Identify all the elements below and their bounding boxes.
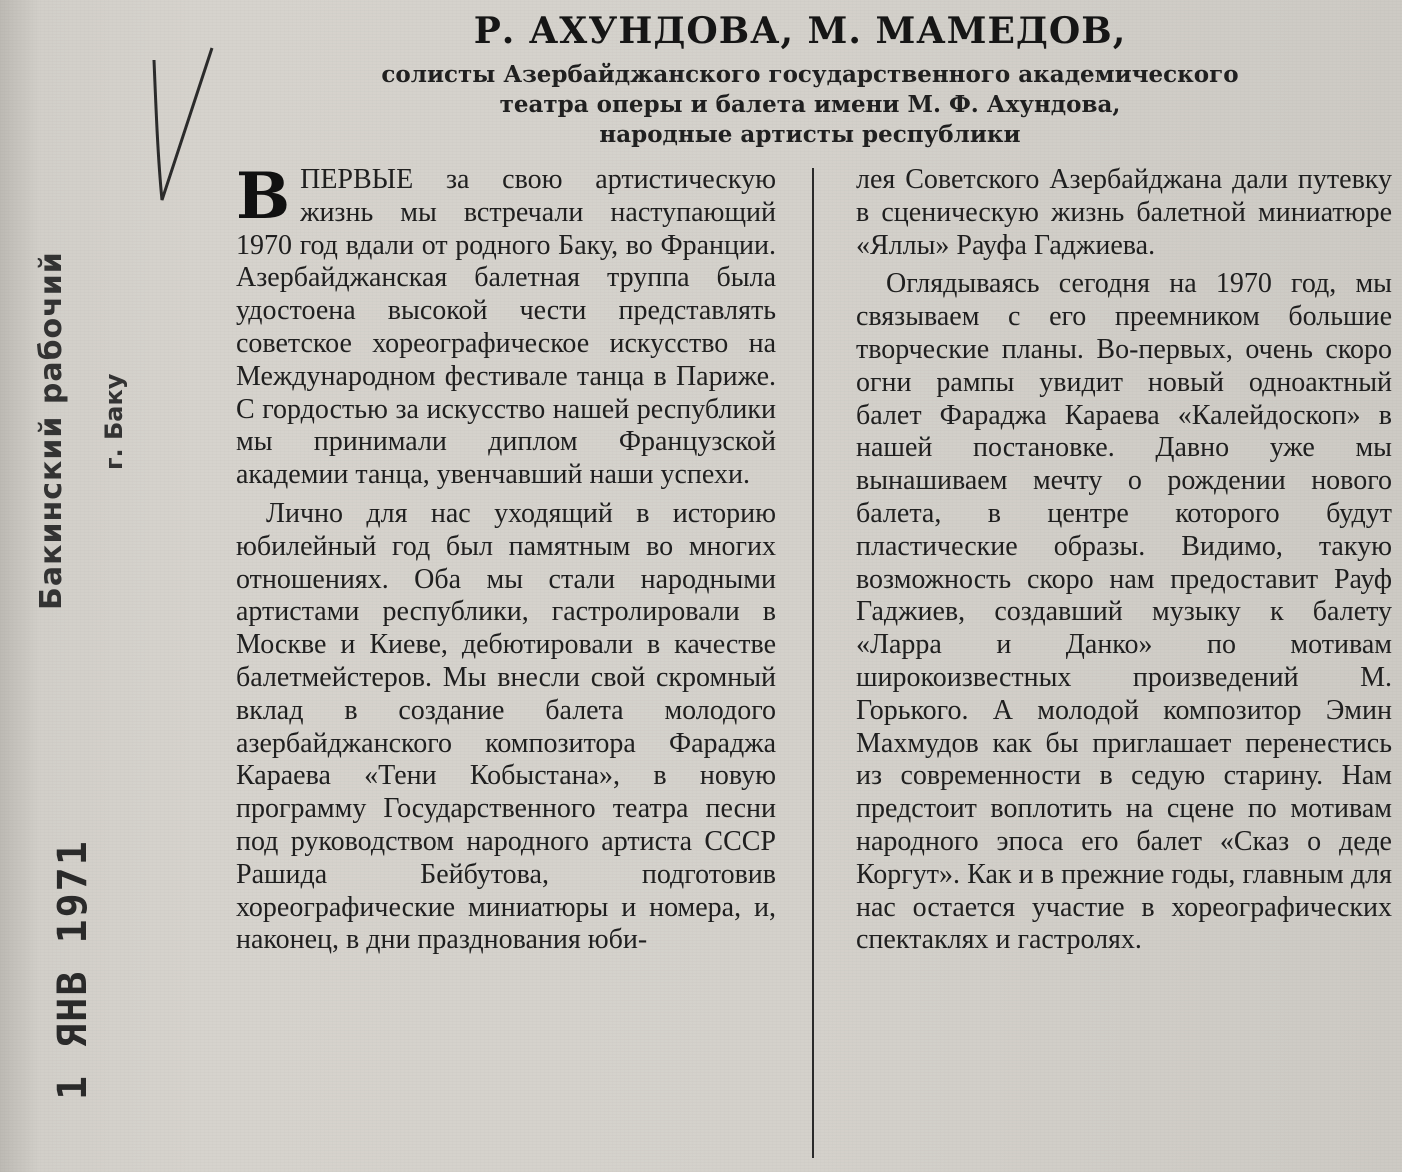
drop-cap: В: [236, 159, 291, 234]
article-column-right: [856, 164, 1392, 957]
subtitle-line: театра оперы и балета имени М. Ф. Ахундова,: [499, 91, 1121, 118]
paragraph: Оглядываясь сегодня на 1970 год, мы связываем с его преемником большие творческие планы. Во-первых, очень скоро огни рампы увидит новый одноактный балет Фараджа Караева «Калейдоскоп» в нашей постановке. Давно уже мы вынашиваем мечту о рождении нового балета, в центре которого будут пластические образы. Видимо, такую возможность скоро нам предоставит Рауф Гаджиев, создавший музыку к балету «Ларра и Данко» по мотивам широкоизвестных произведений М. Горького. А молодой композитор Эмин Махмудов как бы приглашает перенестись из современности в седую старину. Нам предстоит воплотить на сцене по мотивам народного эпоса его балет «Сказ о деде Коргут». Как и в прежние годы, главным для нас остается участие в хореографических спектаклях и гастролях.: [856, 268, 1392, 956]
authors-subtitle: [300, 60, 1320, 150]
paragraph-text: ПЕРВЫЕ за свою артистическую жизнь мы встречали наступающий 1970 год вдали от родного Баку, во Франции. Азербайджанская балетная труппа была удостоена высокой чести представлять советское хореографическое искусство на Международном фестивале танца в Париже. С гордостью за искусство нашей республики мы принимали диплом Французской академии танца, увенчавший наши успехи.: [236, 164, 776, 491]
paragraph: [236, 159, 776, 492]
column-divider: [812, 168, 814, 1158]
paragraph: лея Советского Азербайджана дали путевку в сценическую жизнь балетной миниатюре «Яллы» Рауфа Гаджиева.: [856, 164, 1392, 261]
newspaper-name-stamp: Бакинский рабочий: [34, 251, 69, 610]
article-authors: Р. АХУНДОВА, М. МАМЕДОВ,: [473, 10, 1127, 52]
subtitle-line: солисты Азербайджанского государственного академического: [381, 61, 1239, 88]
date-stamp: 1 ЯНВ 1971: [50, 839, 96, 1100]
subtitle-line: народные артисты республики: [599, 121, 1021, 148]
city-stamp: г. Баку: [100, 373, 128, 470]
article-column-left: [236, 159, 776, 957]
handwritten-checkmark: [140, 40, 220, 210]
paragraph: Лично для нас уходящий в историю юбилейный год был памятным во многих отношениях. Оба мы стали народными артистами республики, гастролировали в Москве и Киеве, дебютировали в качестве балетмейстеров. Мы внесли свой скромный вклад в создание балета молодого азербайджанского композитора Фараджа Караева «Тени Кобыстана», в новую программу Государственного театра песни под руководством народного артиста СССР Рашида Бейбутова, подготовив хореографические миниатюры и номера, и, наконец, в дни празднования юби-: [236, 497, 776, 956]
